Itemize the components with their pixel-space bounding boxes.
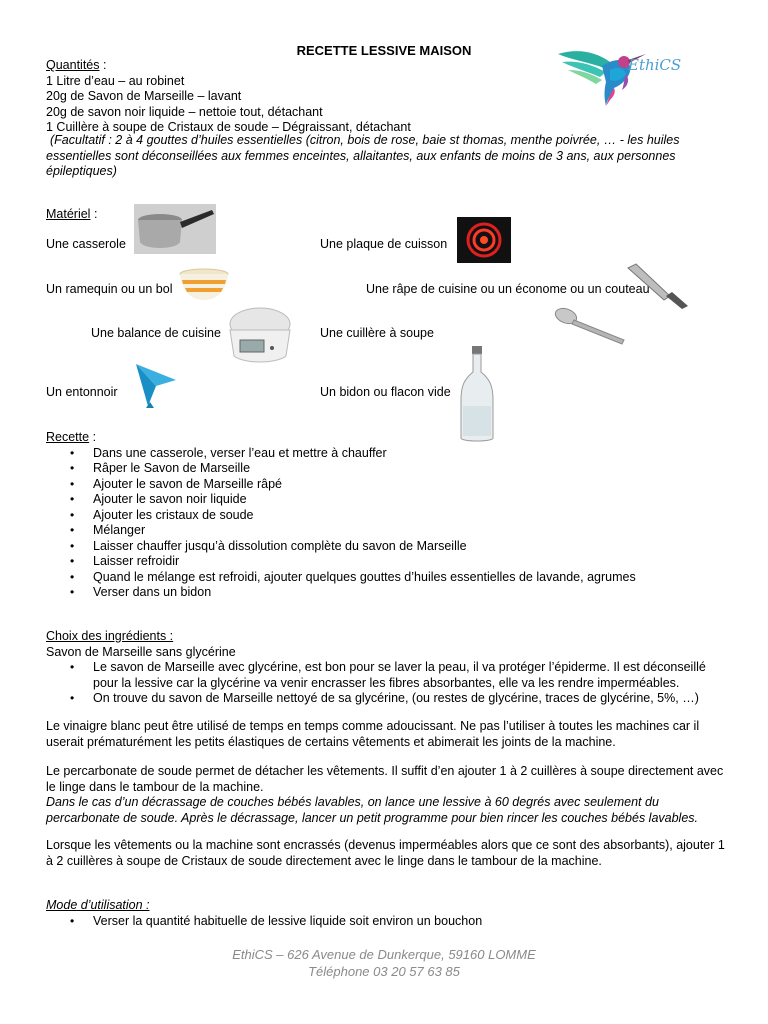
list-item: • Laisser chauffer jusqu’à dissolution complète du savon de Marseille: [46, 539, 736, 555]
bowl-icon: [178, 268, 230, 309]
list-item: • Laisser refroidir: [46, 554, 736, 570]
quantities-section: Quantités : 1 Litre d’eau – au robinet 20g de Savon de Marseille – lavant 20g de savon noir liquide – nettoie tout, détachant 1 Cuillère à soupe de Cristaux de soude – Dégraissant, détachant: [46, 58, 411, 134]
material-scale: Une balance de cuisine: [91, 326, 221, 340]
list-item: • Ajouter le savon de Marseille râpé: [46, 477, 736, 493]
crystals-paragraph: Lorsque les vêtements ou la machine sont encrassés (devenus imperméables alors que ce sont des absorbants), ajouter 1 à 2 cuillères à soupe de Cristaux de soude directement avec le linge dans le tambour de la machine.: [46, 838, 725, 868]
quantity-item: 20g de savon noir liquide – nettoie tout, détachant: [46, 104, 323, 119]
footer-address: EthiCS – 626 Avenue de Dunkerque, 59160 LOMME: [232, 947, 536, 962]
list-item: • Quand le mélange est refroidi, ajouter quelques gouttes d’huiles essentielles de lavande, agrumes: [46, 570, 736, 586]
spoon-icon: [552, 302, 628, 357]
logo-brand-text: EthiCS: [628, 56, 682, 74]
list-item: • Râper le Savon de Marseille: [46, 461, 736, 477]
usage-bullets: [46, 914, 726, 930]
list-item: • Verser dans un bidon: [46, 585, 736, 601]
kitchen-scale-icon: [224, 302, 294, 371]
recipe-steps: [46, 446, 736, 601]
quantity-item: 1 Cuillère à soupe de Cristaux de soude – Dégraissant, détachant: [46, 120, 411, 134]
hotplate-icon: [457, 217, 511, 268]
usage-heading: Mode d’utilisation :: [46, 898, 150, 912]
material-spoon: Une cuillère à soupe: [320, 326, 434, 340]
quantities-heading: Quantités: [46, 58, 100, 72]
saucepan-icon: [134, 204, 216, 259]
footer-phone: Téléphone 03 20 57 63 85: [308, 964, 460, 979]
list-item: • Mélanger: [46, 523, 736, 539]
choice-section: [46, 629, 726, 707]
material-hotplate: Une plaque de cuisson: [320, 237, 448, 251]
funnel-icon: [134, 362, 178, 415]
list-item: • Ajouter les cristaux de soude: [46, 508, 736, 524]
ethics-logo: [548, 40, 693, 112]
material-ramekin: Un ramequin ou un bol: [46, 282, 173, 296]
recipe-heading: Recette: [46, 430, 90, 444]
essential-oil-note: (Facultatif : 2 à 4 gouttes d’huiles essentielles (citron, bois de rose, baie st thomas, menthe poivrée, … - les huiles essentielles sont déconseillées aux femmes enceintes, allaitantes, aux enfants de moins de 3 ans, aux personnes épileptiques): [46, 133, 680, 178]
recipe-section: Recette : • Dans une casserole, verser l’eau et mettre à chauffer • Râper le Savon de Marseille • Ajouter le savon de Marseille râpé • Ajouter le savon noir liquide • Ajouter les cristaux de soude • Mélanger • Laisser chauffer jusqu’à dissolution complète du savon de Marseille • Laisser refroidir • Quand le mélange est refroidi, ajouter quelques gouttes d’huiles essentielles de lavande, agrumes • Verser dans un bidon: [46, 430, 736, 601]
list-item: • Ajouter le savon noir liquide: [46, 492, 736, 508]
page-title: RECETTE LESSIVE MAISON: [296, 43, 472, 58]
material-bottle: Un bidon ou flacon vide: [320, 385, 451, 399]
list-item: • Verser la quantité habituelle de lessive liquide soit environ un bouchon: [46, 914, 726, 930]
material-funnel: Un entonnoir: [46, 385, 118, 399]
percarbonate-note: Dans le cas d’un décrassage de couches bébés lavables, on lance une lessive à 60 degrés avec seulement du percarbonate de soude. Après le décrassage, lancer un petit programme pour bien rincer les couches bébés lavables.: [46, 795, 699, 825]
materials-heading-row: Matériel :: [46, 207, 98, 221]
quantity-item: 1 Litre d’eau – au robinet: [46, 73, 185, 88]
usage-section: [46, 898, 726, 929]
material-grater: Une râpe de cuisine ou un économe ou un couteau: [366, 282, 650, 296]
materials-heading: Matériel: [46, 207, 91, 221]
percarbonate-paragraph: Le percarbonate de soude permet de détacher les vêtements. Il suffit d’en ajouter 1 à 2 cuillères à soupe directement avec le linge dans le tambour de la machine. Dans le cas d’un décrassage de couches bébés lavables, on lance une lessive à 60 degrés avec seulement du percarbonate de soude. Après le décrassage, lancer un petit programme pour bien rincer les couches bébés lavables.: [46, 764, 726, 826]
choice-subheading: Savon de Marseille sans glycérine: [46, 644, 236, 659]
vinegar-paragraph: Le vinaigre blanc peut être utilisé de temps en temps comme adoucissant. Ne pas l’utiliser à toutes les machines car il userait prématurément les petits élastiques de certains vêtements et abimerait les joints de la machine.: [46, 719, 700, 749]
list-item: • Dans une casserole, verser l’eau et mettre à chauffer: [46, 446, 736, 462]
hummingbird-icon: [548, 40, 693, 112]
list-item: • Le savon de Marseille avec glycérine, est bon pour se laver la peau, il va protéger l’épiderme. Il est déconseillé pour la lessive car la glycérine va venir encrasser les fibres absorbantes, elle va les rendre imperméables.: [46, 660, 726, 691]
material-casserole: Une casserole: [46, 237, 126, 251]
choice-heading: Choix des ingrédients :: [46, 629, 174, 643]
list-item: • On trouve du savon de Marseille nettoyé de sa glycérine, (ou restes de glycérine, traces de glycérine, 5%, …): [46, 691, 726, 707]
quantity-item: 20g de Savon de Marseille – lavant: [46, 89, 242, 103]
peeler-icon: [624, 262, 690, 315]
choice-bullets: [46, 660, 726, 707]
